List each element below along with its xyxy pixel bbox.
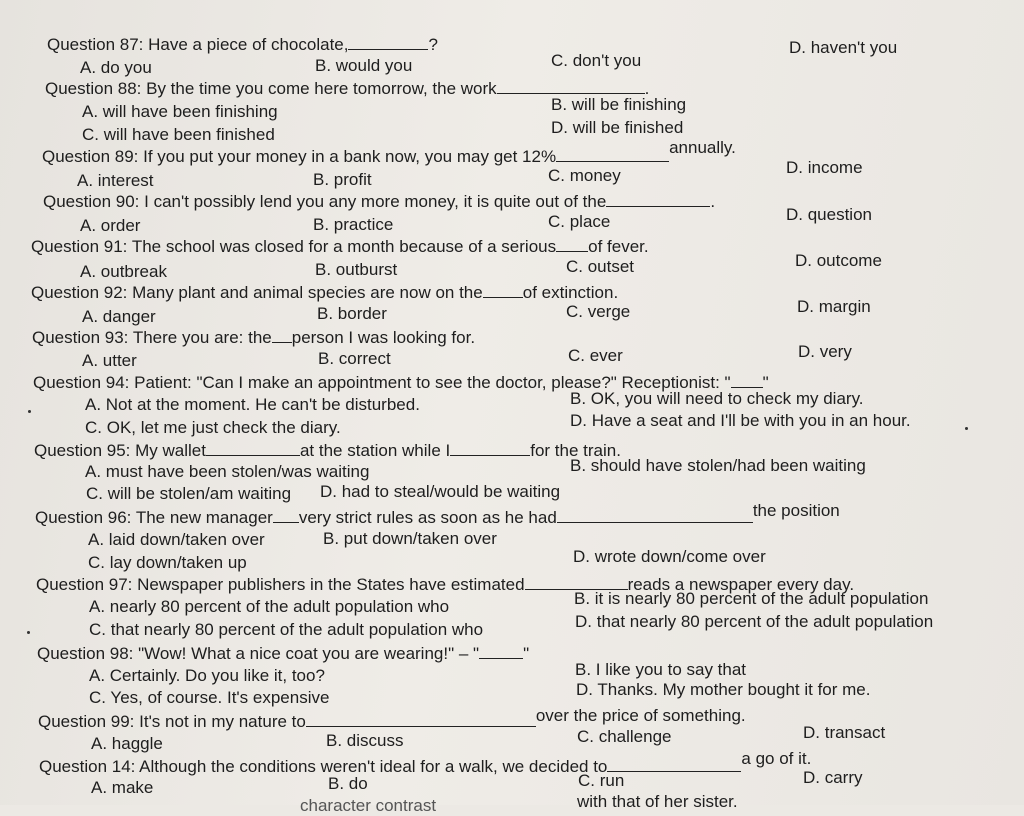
question-97: Question 97: Newspaper publishers in the States have estimated reads a newspaper every day.	[36, 575, 855, 594]
option-d: D. will be finished	[551, 118, 684, 137]
option-c: C. Yes, of course. It's expensive	[89, 688, 330, 707]
answer-blank	[483, 282, 523, 298]
option-a: A. interest	[77, 171, 154, 190]
question-14: Question 14: Although the conditions weren't ideal for a walk, we decided to a go of it.	[39, 749, 812, 776]
option-a: A. danger	[82, 307, 156, 326]
option-a: A. Certainly. Do you like it, too?	[89, 666, 325, 685]
option-c: C. don't you	[551, 51, 642, 70]
question-text: Question 93: There you are: the	[32, 328, 272, 347]
answer-blank	[606, 191, 710, 207]
stray-mark	[28, 410, 31, 413]
option-a: A. order	[80, 216, 141, 235]
option-c: C. lay down/taken up	[88, 553, 247, 572]
option-a: A. utter	[82, 351, 137, 370]
question-96: Question 96: The new manager very strict rules as soon as he had the position	[35, 501, 840, 527]
option-b: B. profit	[313, 170, 372, 189]
option-b: B. should have stolen/had been waiting	[570, 456, 866, 475]
question-text: Question 90: I can't possibly lend you any more money, it is quite out of the	[43, 192, 607, 211]
question-text: Question 94: Patient: "Can I make an appointment to see the doctor, please?" Receptionist: "	[33, 373, 731, 392]
question-text: Question 97: Newspaper publishers in the States have estimated	[36, 575, 525, 594]
cutoff-text-right: with that of her sister.	[577, 792, 738, 811]
option-b: B. put down/taken over	[323, 529, 497, 548]
question-90: Question 90: I can't possibly lend you any more money, it is quite out of the .	[43, 192, 716, 211]
question-99: Question 99: It's not in my nature to over the price of something.	[38, 706, 746, 731]
answer-blank	[556, 236, 588, 252]
question-text: Question 92: Many plant and animal species are now on the	[31, 283, 483, 302]
option-d: D. outcome	[795, 251, 882, 270]
option-d: D. very	[798, 342, 852, 361]
option-c: C. run	[578, 771, 625, 790]
answer-blank-1	[273, 507, 299, 523]
option-a: A. do you	[80, 58, 152, 77]
option-c: C. will have been finished	[82, 125, 275, 144]
option-b: B. OK, you will need to check my diary.	[570, 389, 864, 408]
option-d: D. Thanks. My mother bought it for me.	[576, 680, 871, 699]
answer-blank	[556, 146, 669, 162]
option-a: A. nearly 80 percent of the adult population who	[89, 597, 450, 616]
question-91: Question 91: The school was closed for a month because of a serious of fever.	[31, 237, 649, 256]
question-text: Question 96: The new manager	[35, 508, 273, 527]
option-b: B. correct	[318, 349, 391, 368]
option-c: C. challenge	[577, 727, 672, 746]
answer-blank	[607, 756, 741, 772]
question-text: Question 14: Although the conditions weren't ideal for a walk, we decided to	[39, 757, 608, 776]
option-c: C. OK, let me just check the diary.	[85, 418, 341, 437]
question-89: Question 89: If you put your money in a bank now, you may get 12% annually.	[42, 138, 736, 166]
stray-mark	[965, 427, 968, 430]
answer-blank-2	[450, 440, 530, 456]
option-a: A. haggle	[91, 734, 163, 753]
option-d: D. transact	[803, 723, 886, 742]
option-b: B. outburst	[315, 260, 398, 279]
answer-blank	[731, 372, 763, 388]
question-95: Question 95: My wallet at the station while I for the train.	[34, 441, 621, 460]
option-a: A. will have been finishing	[82, 102, 278, 121]
option-a: A. laid down/taken over	[88, 530, 265, 549]
option-d: D. margin	[797, 297, 871, 316]
question-text: Question 88: By the time you come here tomorrow, the work	[45, 79, 497, 98]
option-d: D. income	[786, 158, 863, 177]
option-d: D. had to steal/would be waiting	[320, 482, 561, 501]
answer-blank	[479, 643, 523, 659]
question-text: Question 98: "Wow! What a nice coat you are wearing!" – "	[37, 644, 480, 663]
option-c: C. money	[548, 166, 621, 185]
question-text: Question 87: Have a piece of chocolate,	[47, 35, 349, 54]
option-b: B. border	[317, 304, 387, 323]
question-94: Question 94: Patient: "Can I make an appointment to see the doctor, please?" Receptionist: " "	[33, 373, 769, 392]
option-b: B. will be finishing	[551, 95, 687, 114]
answer-blank	[525, 574, 628, 590]
option-b: B. discuss	[326, 731, 404, 750]
option-a: A. make	[91, 778, 154, 797]
option-c: C. outset	[566, 257, 635, 276]
answer-blank	[348, 34, 428, 50]
option-c: C. ever	[568, 346, 623, 365]
option-c: C. place	[548, 212, 611, 231]
option-b: B. I like you to say that	[575, 660, 747, 679]
option-b: B. would you	[315, 56, 413, 75]
stray-mark	[27, 631, 30, 634]
answer-blank	[306, 711, 536, 727]
answer-blank	[497, 78, 645, 94]
question-text: Question 99: It's not in my nature to	[38, 712, 306, 731]
option-b: B. do	[328, 774, 368, 793]
question-text: Question 95: My wallet	[34, 441, 206, 460]
option-d: D. Have a seat and I'll be with you in an hour.	[570, 411, 911, 430]
option-d: D. that nearly 80 percent of the adult population	[575, 612, 934, 631]
answer-blank	[272, 327, 292, 343]
question-text: Question 89: If you put your money in a bank now, you may get 12%	[42, 147, 557, 166]
option-d: D. carry	[803, 768, 863, 787]
option-a: A. Not at the moment. He can't be disturbed.	[85, 395, 420, 414]
option-c: C. that nearly 80 percent of the adult population who	[89, 620, 484, 639]
option-b: B. practice	[313, 215, 394, 234]
option-c: C. verge	[566, 302, 631, 321]
option-c: C. will be stolen/am waiting	[86, 484, 292, 503]
question-text: Question 91: The school was closed for a month because of a serious	[31, 237, 557, 256]
question-98: Question 98: "Wow! What a nice coat you are wearing!" – " "	[37, 644, 530, 663]
answer-blank-1	[206, 440, 300, 456]
question-92: Question 92: Many plant and animal species are now on the of extinction.	[31, 283, 619, 302]
option-d: D. haven't you	[789, 38, 898, 57]
option-d: D. wrote down/come over	[573, 547, 766, 566]
question-93: Question 93: There you are: the person I was looking for.	[32, 328, 476, 347]
answer-blank-2	[557, 507, 753, 523]
question-87: Question 87: Have a piece of chocolate, ?	[47, 35, 438, 54]
option-a: A. outbreak	[80, 262, 167, 281]
option-b: B. it is nearly 80 percent of the adult population	[574, 589, 929, 608]
option-a: A. must have been stolen/was waiting	[85, 462, 370, 481]
cutoff-text-left: character contrast	[300, 796, 437, 815]
option-d: D. question	[786, 205, 872, 224]
question-88: Question 88: By the time you come here tomorrow, the work .	[45, 79, 650, 98]
